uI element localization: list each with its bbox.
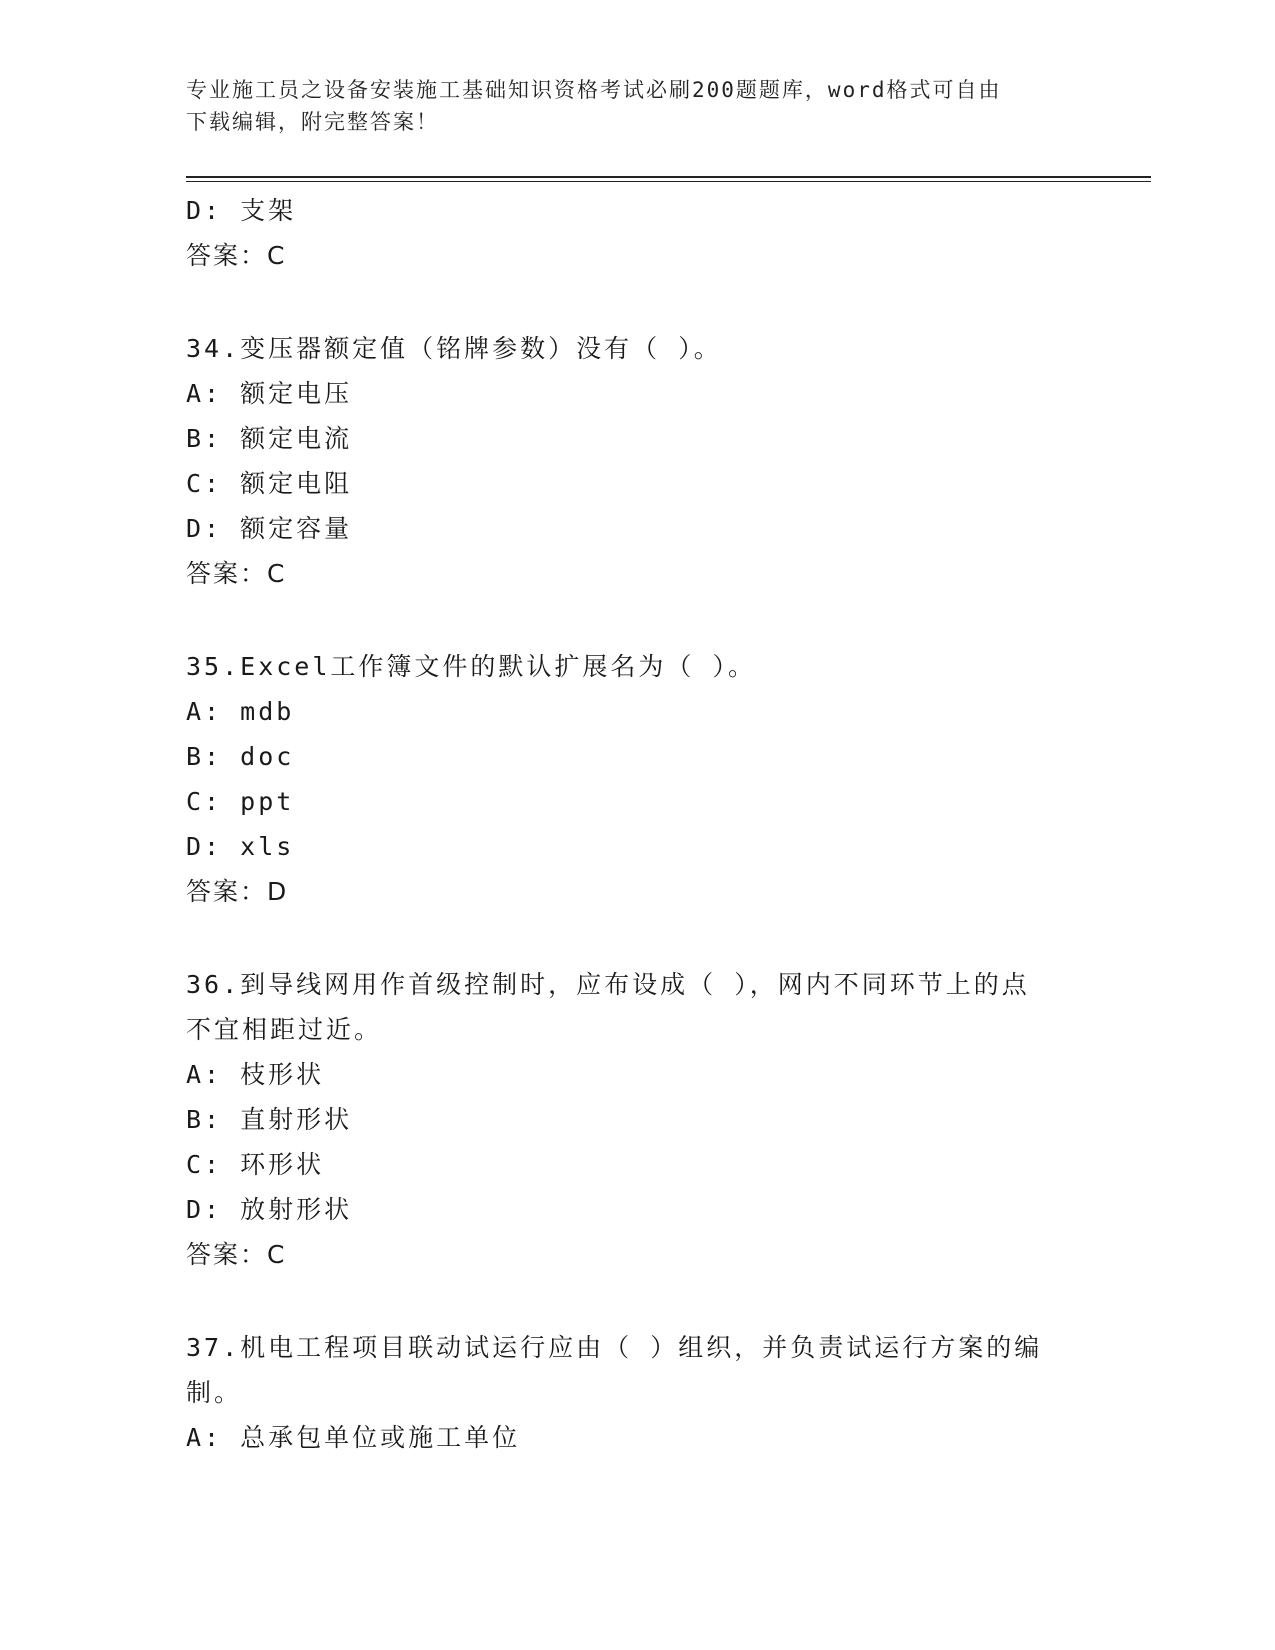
- option-b: B: 额定电流: [186, 424, 353, 453]
- option-c: C: ppt: [186, 787, 295, 816]
- option-b: B: 直射形状: [186, 1105, 353, 1134]
- document-header: [186, 74, 1066, 138]
- question-37: [186, 1325, 1066, 1460]
- question-35: [186, 644, 1066, 914]
- question-stem-line-1: 36.到导线网用作首级控制时，应布设成（ ），网内不同环节上的点: [186, 970, 1030, 999]
- option-d: D: xls: [186, 832, 295, 861]
- answer: 答案：C: [186, 559, 287, 588]
- question-stem: [186, 962, 1066, 1052]
- header-line-2: 下载编辑，附完整答案！: [186, 110, 439, 134]
- answer: 答案：D: [186, 877, 289, 906]
- question-36: [186, 962, 1066, 1277]
- option-a: A: 总承包单位或施工单位: [186, 1423, 521, 1452]
- option-b: B: doc: [186, 742, 295, 771]
- prev-answer: 答案：C: [186, 241, 287, 270]
- option-a: A: 枝形状: [186, 1060, 325, 1089]
- option-a: A: mdb: [186, 697, 295, 726]
- question-stem: 35.Excel工作簿文件的默认扩展名为（ ）。: [186, 652, 756, 681]
- option-a: A: 额定电压: [186, 379, 353, 408]
- question-stem-line-2: 制。: [186, 1378, 243, 1407]
- option-d: D: 额定容量: [186, 514, 353, 543]
- question-stem: [186, 1325, 1066, 1415]
- answer: 答案：C: [186, 1240, 287, 1269]
- header-rule-thin: [186, 181, 1151, 182]
- option-c: C: 额定电阻: [186, 469, 353, 498]
- question-34: [186, 326, 1066, 596]
- prev-option-d: D: 支架: [186, 196, 297, 225]
- option-c: C: 环形状: [186, 1150, 325, 1179]
- question-list: [186, 188, 1066, 1460]
- option-d: D: 放射形状: [186, 1195, 353, 1224]
- question-stem-line-2: 不宜相距过近。: [186, 1015, 383, 1044]
- header-rule-thick: [186, 176, 1151, 178]
- question-stem: 34.变压器额定值（铭牌参数）没有（ ）。: [186, 334, 722, 363]
- question-stem-line-1: 37.机电工程项目联动试运行应由（ ）组织，并负责试运行方案的编: [186, 1333, 1043, 1362]
- header-line-1: 专业施工员之设备安装施工基础知识资格考试必刷200题题库，word格式可自由: [186, 78, 1002, 102]
